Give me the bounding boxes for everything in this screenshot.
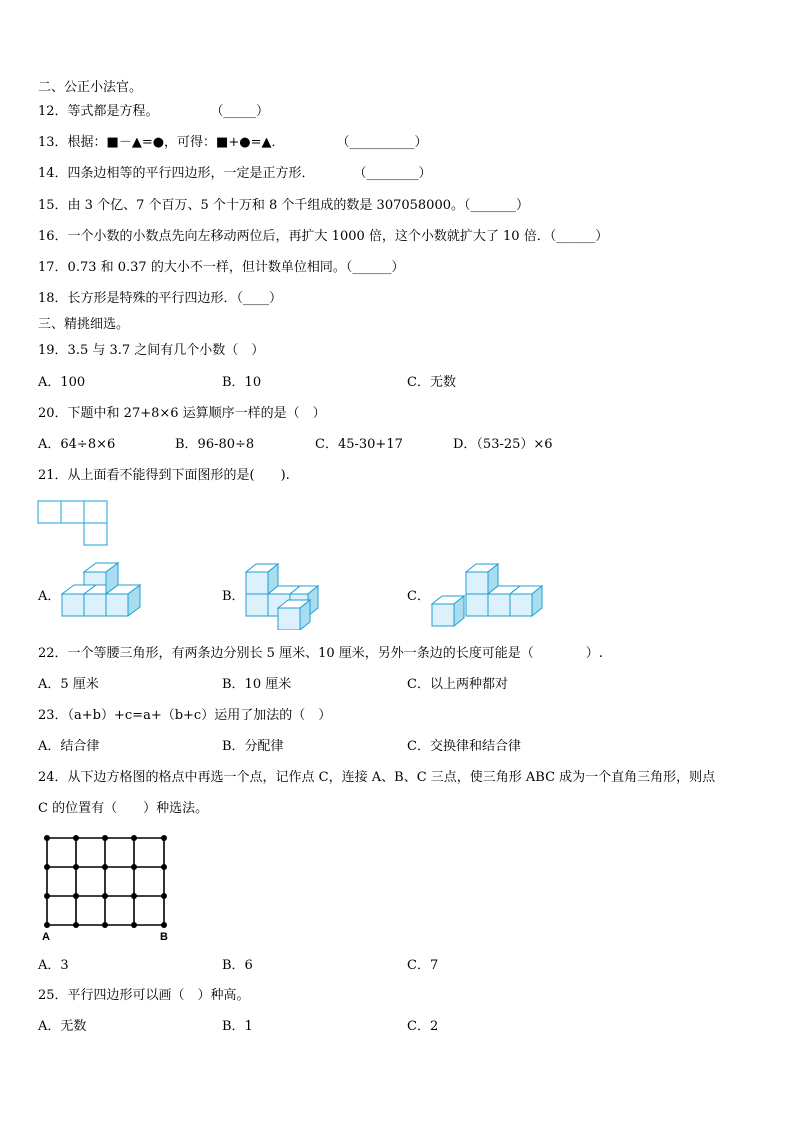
question-20-stem: 20．下题中和 27+8×6 运算顺序一样的是（ ）	[38, 406, 326, 421]
q22-option-a: A．5 厘米	[38, 677, 99, 692]
grid-label-a: A	[42, 931, 50, 943]
question-17: 17．0.73 和 0.37 的大小不一样，但计数单位相同。（______）	[38, 260, 405, 275]
cube-figure-c	[428, 560, 552, 630]
q19-option-b: B．10	[222, 375, 262, 390]
q24-option-a: A．3	[38, 958, 69, 973]
question-16: 16．一个小数的小数点先向左移动两位后，再扩大 1000 倍，这个小数就扩大了 10 倍．（______）	[38, 229, 609, 244]
grid-label-b: B	[160, 931, 168, 943]
q21-option-a: A．	[38, 589, 61, 604]
q19-option-a: A．100	[38, 375, 86, 390]
section-title-judgment: 二、公正小法官。	[38, 80, 143, 95]
cube-figure-b	[242, 560, 332, 630]
question-13: 13．根据：■－▲=●，可得：■+●=▲． （__________）	[38, 135, 428, 150]
question-23-stem: 23．（a+b）+c=a+（b+c）运用了加法的（ ）	[38, 708, 332, 723]
q22-option-b: B．10 厘米	[222, 677, 292, 692]
q23-option-a: A．结合律	[38, 739, 100, 754]
question-19-stem: 19．3.5 与 3.7 之间有几个小数（ ）	[38, 343, 265, 358]
q22-option-c: C．以上两种都对	[407, 677, 508, 692]
question-21-stem: 21．从上面看不能得到下面图形的是( ).	[38, 468, 290, 483]
q21-option-b: B．	[222, 589, 245, 604]
question-25-stem: 25．平行四边形可以画（ ）种高。	[38, 988, 250, 1003]
top-view-figure	[37, 500, 109, 548]
q25-option-c: C．2	[407, 1019, 439, 1034]
q25-option-b: B．1	[222, 1019, 253, 1034]
cube-figure-a	[58, 560, 148, 622]
section-title-choice: 三、精挑细选。	[38, 317, 130, 332]
question-18: 18．长方形是特殊的平行四边形．（____）	[38, 291, 283, 306]
q20-option-c: C．45-30+17	[315, 437, 403, 452]
q20-option-b: B．96-80÷8	[175, 437, 255, 452]
dot-grid-figure	[38, 830, 178, 944]
question-15: 15．由 3 个亿、7 个百万、5 个十万和 8 个千组成的数是 307058000。（_______）	[38, 198, 529, 213]
q25-option-a: A．无数	[38, 1019, 87, 1034]
q23-option-b: B．分配律	[222, 739, 284, 754]
q20-option-a: A．64÷8×6	[38, 437, 116, 452]
question-14: 14．四条边相等的平行四边形，一定是正方形． （________）	[38, 166, 432, 181]
q21-option-c: C．	[407, 589, 430, 604]
q24-option-c: C．7	[407, 958, 439, 973]
q19-option-c: C．无数	[407, 375, 456, 390]
q24-option-b: B．6	[222, 958, 253, 973]
q20-option-d: D．（53-25）×6	[453, 437, 553, 452]
question-12: 12．等式都是方程。 （_____）	[38, 104, 270, 119]
q23-option-c: C．交换律和结合律	[407, 739, 521, 754]
question-24-stem-line2: C 的位置有（ ）种选法。	[38, 801, 209, 816]
question-24-stem-line1: 24．从下边方格图的格点中再选一个点，记作点 C，连接 A、B、C 三点，使三角形 ABC 成为一个直角三角形，则点	[38, 770, 716, 785]
question-22-stem: 22．一个等腰三角形，有两条边分别长 5 厘米、10 厘米，另外一条边的长度可能是（ ）.	[38, 646, 603, 661]
